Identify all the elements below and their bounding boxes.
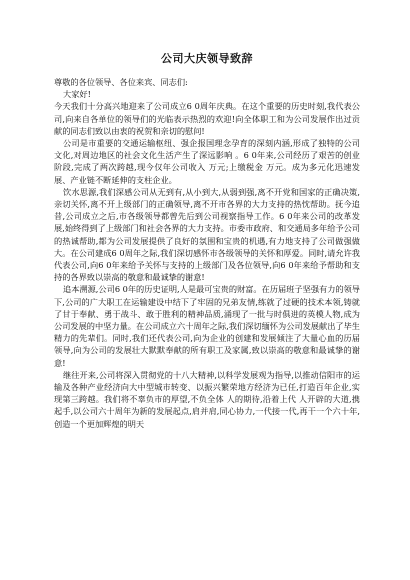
- paragraph-history: 公司是市重要的交通运输枢纽、强企报国理念孕育的深刻内涵,形成了独特的公司文化,对周边地区的社会文化生活产生了深远影响 。6 0年来,公司经历了艰苦的创业阶段,完成了两次跨越,现今仅年公司收入 万元;上缴税金 万元。成为多元化迅速发展、产业链不断延伸的支柱企业。: [54, 138, 360, 185]
- document-page: [54, 52, 360, 430]
- document-title: 公司大庆领导致辞: [161, 52, 253, 65]
- salutation: 尊敬的各位领导、各位来宾、同志们:: [54, 77, 188, 87]
- paragraph-tribute: 追本溯源,公司6 0年的历史证明,人是最可宝贵的财富。在历届班子坚强有力的领导下,公司的广大职工在运输建设中结下了牢固的兄弟友情,练就了过硬的技术本领,铸就了甘于奉献、勇于战斗、敢于胜利的精神品质,涌现了一批与时俱进的英模人物,成为公司发展的中坚力量。在公司成立六十周年之际,我们深切缅怀为公司发展献出了毕生精力的先辈们。同时,我们还代表公司,向为企业的创建和发展倾注了大量心血的历届领导,向为公司的发展壮大默默奉献的所有职工及家属,致以崇高的敬意和最诚挚的谢意!: [54, 284, 360, 368]
- paragraph-future: 继往开来,公司将深入贯彻党的十八大精神,以科学发展观为指导,以推动信阳市的运输及各种产业经济向大中型城市转变、以振兴繁荣地方经济为已任,打造百年企业,实现第三跨越。我们将不辜负市的厚望,不负全体 人的期待,沿着上代 人开辟的大道,携起手,以公司六十周年为新的发展起点,肩并肩,同心协力,一代接一代,再干一个六十年,创造一个更加辉煌的明天: [54, 369, 360, 429]
- paragraph-gratitude: 饮水思源,我们深感公司从无到有,从小到大,从弱到强,离不开党和国家的正确决策,亲切关怀,离不开上级部门的正确领导,离不开市各界的大力支持的热忱帮助。抚今追昔,公司成立之后,市各级领导都曾先后到公司视察指导工作。6 0年来公司的改革发展,始终得到了上级部门和社会各界的大力支持。市委市政府、和交通局多年给予公司的热诚帮助,都为公司发展提供了良好的氛围和宝贵的机遇,有力地支持了公司做强做大。在公司建成6 0周年之际,我们深切感怀市各级领导的关怀和厚爱。同时,请允许我代表公司,向6 0年来给予关怀与支持的上级部门及各位领导,向6 0年来给予帮助和支持的各界致以崇高的敬意和最诚挚的谢意!: [54, 186, 360, 283]
- greeting: 大家好!: [63, 89, 91, 100]
- paragraph-opening: 今天我们十分高兴地迎来了公司成立6 0周年庆典。在这个重要的历史时刻,我代表公司,向来自各单位的领导们的光临表示热烈的欢迎!向全体职工和为公司发展作出过贡献的同志们致以由衷的祝贺和亲切的慰问!: [54, 101, 360, 136]
